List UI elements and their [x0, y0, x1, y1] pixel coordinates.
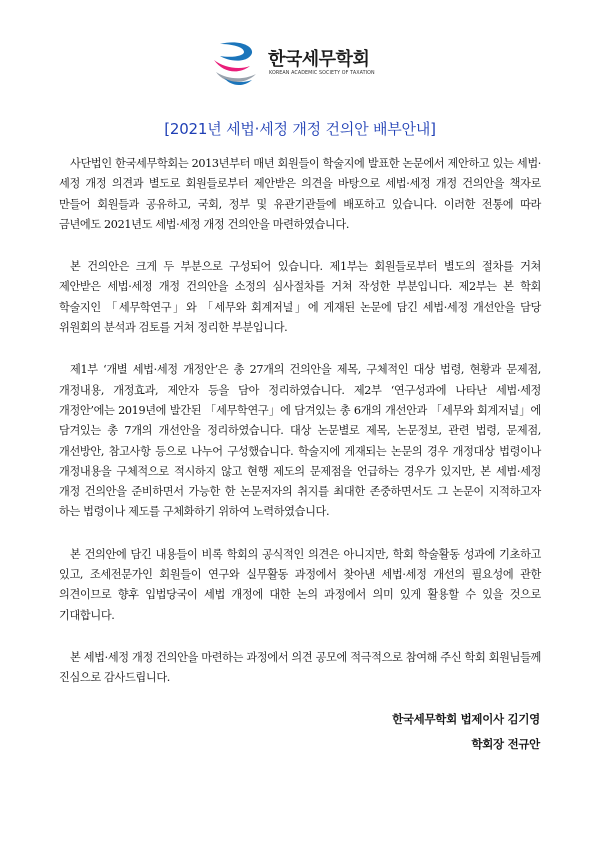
paragraph-expectation: 본 건의안에 담긴 내용들이 비록 학회의 공식적인 의견은 아니지만, 학회 학술활동 성과에 기초하고 있고, 조세전문가인 회원들이 연구와 실무활동 과정에서 찾아낸 세법·세정 개선의 필요성에 관한 의견이므로 향후 입법당국이 세법 개정에 대한 논의 과정에서 의미 있게 활용할 수 있을 것으로 기대합니다. — [59, 547, 541, 622]
paragraph-thanks: 본 세법·세정 개정 건의안을 마련하는 과정에서 의견 공모에 적극적으로 참여해 주신 학회 회원님들께 진심으로 감사드립니다. — [59, 650, 541, 685]
paragraph-intro: 사단법인 한국세무학회는 2013년부터 매년 회원들이 학술지에 발표한 논문에서 제안하고 있는 세법·세정 개정 의견과 별도로 회원들로부터 제안받은 의견을 바탕으로 세법·세정 개정 건의안을 책자로 만들어 회원들과 공유하고, 국회, 정부 및 유관기관들에 배포하고 있습니다. 이러한 전통에 따라 금년에도 2021년도 세법·세정 개정 건의안을 마련하였습니다. — [59, 157, 541, 231]
org-name: 한국세무학회 — [268, 49, 370, 70]
paragraph-details: 제1부 ‘개별 세법·세정 개정안’은 총 27개의 건의안을 제목, 구체적인 대상 법령, 현황과 문제점, 개정내용, 개정효과, 제안자 등을 담아 정리하였습니다. 제2부 ‘연구성과에 나타난 세법·세정 개정안’에는 2019년에 발간된 「세무학연구」에 담겨있는 총 6개의 개선안과 「세무와 회계저널」에 담겨있는 총 7개의 개선안을 정리하였습니다. 대상 논문별로 제목, 논문정보, 관련 법령, 문제점, 개선방안, 참고사항 등으로 나누어 구성했습니다. 학술지에 게재되는 논문의 경우 개정대상 법령이나 개정내용을 구체적으로 적시하지 않고 현행 제도의 문제점을 언급하는 경우가 있지만, 본 세법·세정 개정 건의안을 준비하면서 가능한 한 논문저자의 취지를 최대한 존중하면서도 그 논문이 지적하고자 하는 법령이나 제도를 구체화하기 위하여 노력하였습니다. — [59, 363, 541, 519]
org-name-english: KOREAN ACADEMIC SOCIETY OF TAXATION — [269, 71, 375, 76]
document-title: [2021년 세법·세정 개정 건의안 배부안내] — [164, 120, 436, 138]
signature-president: 학회장 전규안 — [471, 737, 540, 751]
paragraph-structure: 본 건의안은 크게 두 부분으로 구성되어 있습니다. 제1부는 회원들로부터 별도의 절차를 거쳐 제안받은 세법·세정 개정 건의안을 소정의 심사절차를 거쳐 작성한 부분입니다. 제2부는 본 학회 학술지인 「세무학연구」와 「세무와 회계저널」에 게재된 논문에 담긴 세법·세정 개선안을 담당 위원회의 분석과 검토를 거쳐 정리한 부분입니다. — [59, 260, 541, 335]
signature-legal-director: 한국세무학회 법제이사 김기영 — [392, 712, 540, 726]
society-logo — [210, 40, 390, 88]
document-body — [59, 154, 541, 711]
swoosh-logo-icon — [210, 40, 262, 88]
